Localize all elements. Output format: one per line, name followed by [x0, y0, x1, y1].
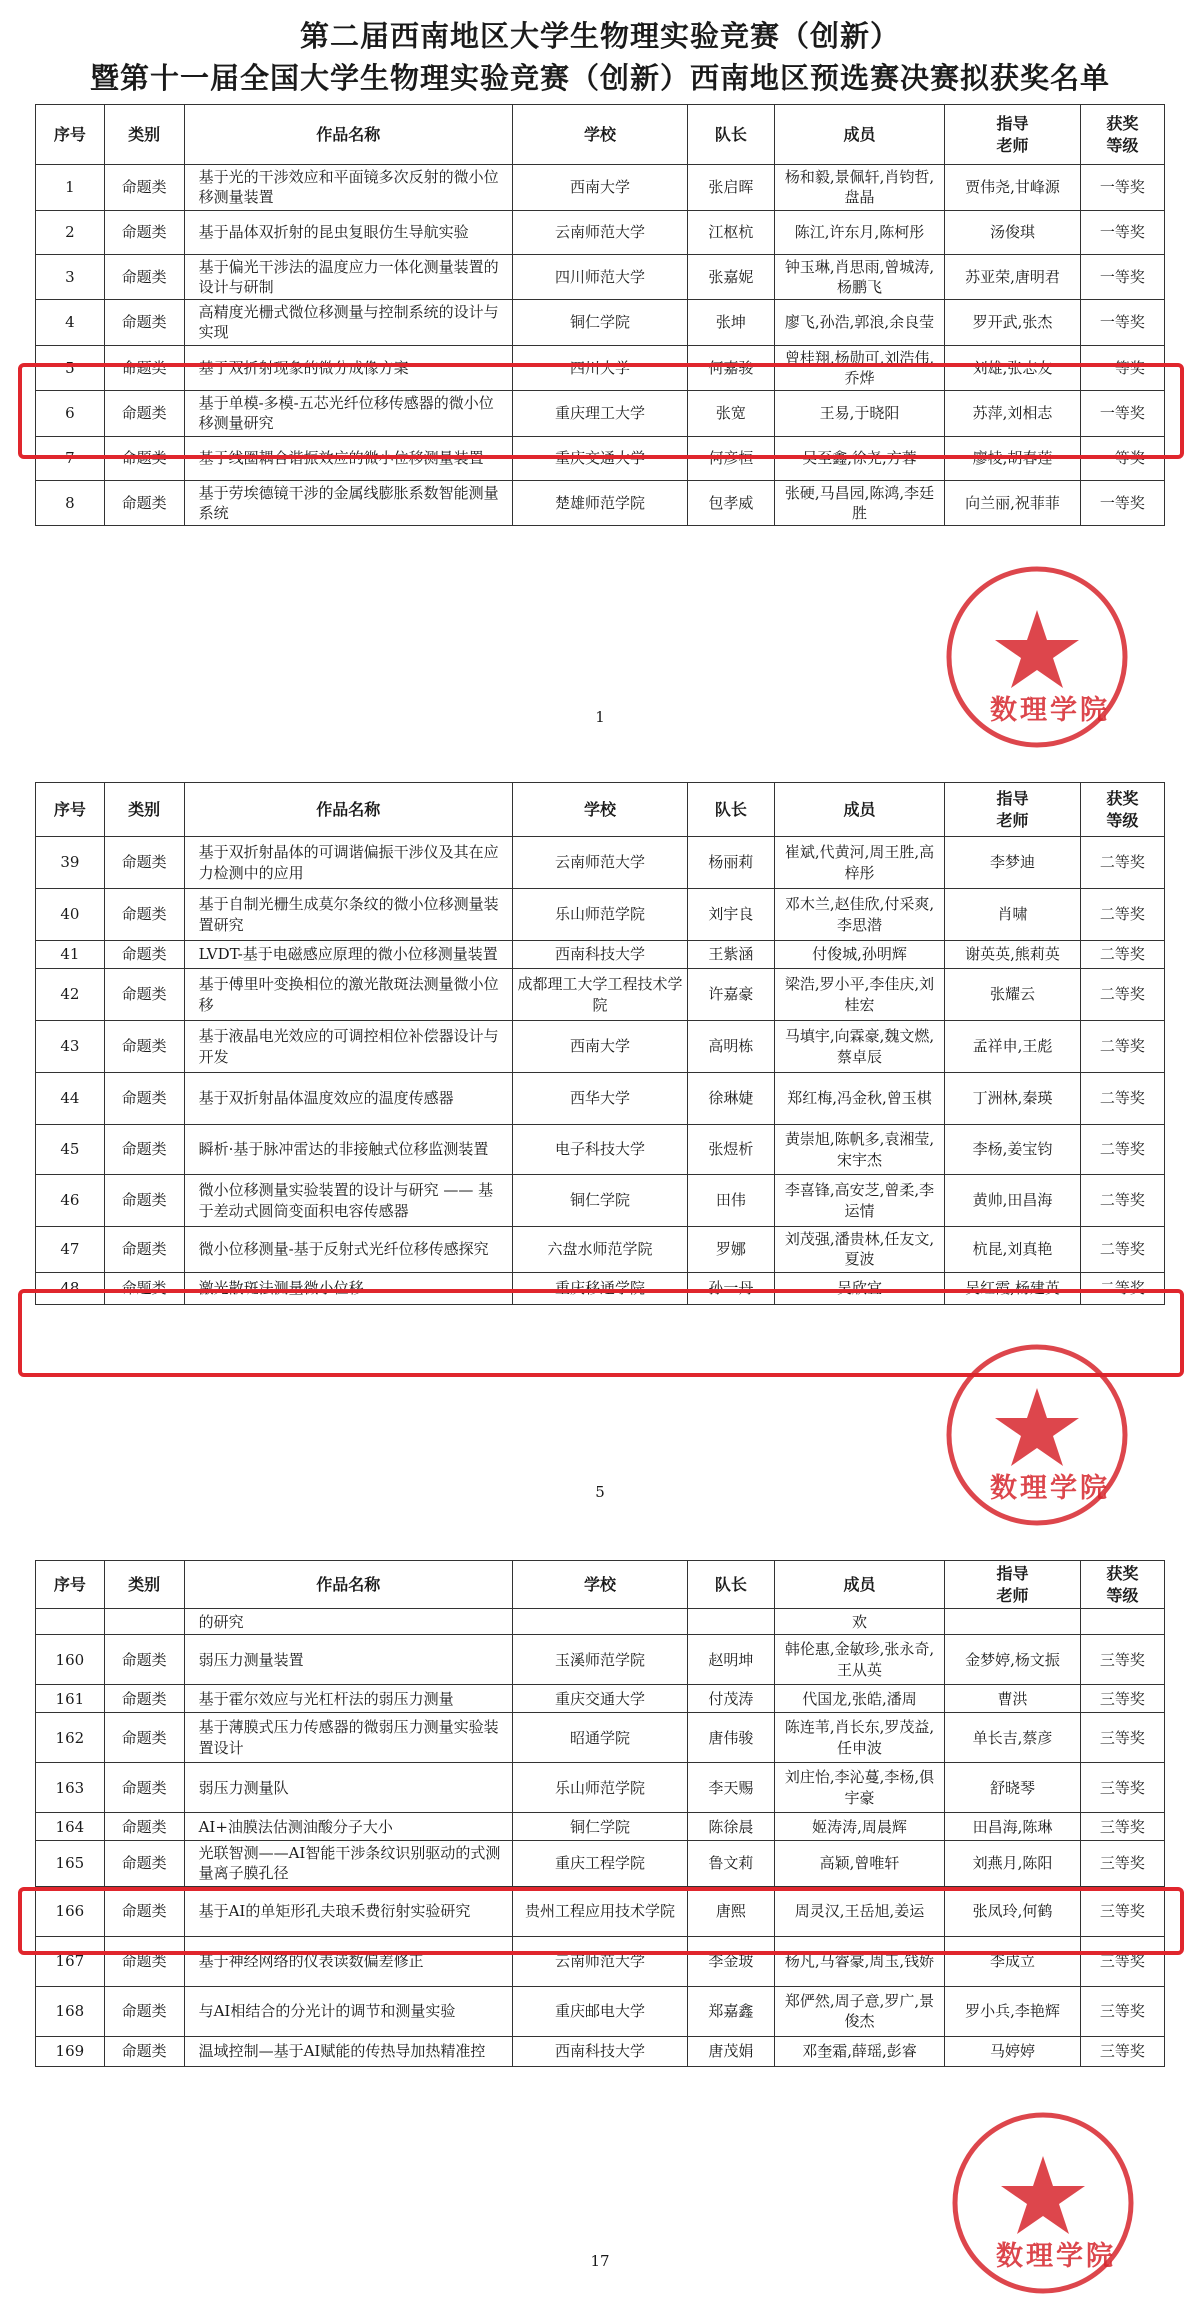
- cell-cat: 命题类: [104, 254, 184, 300]
- cell-members: 邓木兰,赵佳欣,付采爽,李思潜: [774, 889, 945, 941]
- cell-no: 48: [36, 1272, 105, 1304]
- cell-cat: [104, 1609, 184, 1635]
- cell-no: [36, 1609, 105, 1635]
- cell-advisor: 孟祥申,王彪: [945, 1021, 1080, 1073]
- cell-award: 二等奖: [1080, 941, 1164, 969]
- cell-no: 8: [36, 480, 105, 526]
- cell-members: 付俊城,孙明辉: [774, 941, 945, 969]
- cell-award: 一等奖: [1080, 345, 1164, 391]
- cell-captain: 包孝威: [688, 480, 775, 526]
- cell-award: 三等奖: [1080, 1841, 1164, 1887]
- cell-school: 重庆交通大学: [512, 436, 687, 480]
- cell-captain: 刘宇良: [688, 889, 775, 941]
- cell-cat: 命题类: [104, 941, 184, 969]
- table-row: [36, 1763, 1165, 1813]
- cell-award: [1080, 1609, 1164, 1635]
- cell-award: 三等奖: [1080, 1763, 1164, 1813]
- cell-name: 基于单模-多模-五芯光纤位移传感器的微小位移测量研究: [184, 391, 512, 437]
- cell-cat: 命题类: [104, 1021, 184, 1073]
- cell-advisor: 廖棱,胡春莲: [945, 436, 1080, 480]
- cell-award: 二等奖: [1080, 837, 1164, 889]
- cell-cat: 命题类: [104, 1272, 184, 1304]
- cell-name: LVDT-基于电磁感应原理的微小位移测量装置: [184, 941, 512, 969]
- table-row: [36, 837, 1165, 889]
- cell-name: 光联智测——AI智能干涉条纹识别驱动的式测量离子膜孔径: [184, 1841, 512, 1887]
- cell-school: 铜仁学院: [512, 1813, 687, 1841]
- cell-school: 乐山师范学院: [512, 1763, 687, 1813]
- column-header: 作品名称: [184, 783, 512, 837]
- cell-no: 5: [36, 345, 105, 391]
- cell-school: 四川大学: [512, 345, 687, 391]
- cell-name: 基于傅里叶变换相位的激光散斑法测量微小位移: [184, 969, 512, 1021]
- column-header: 成员: [774, 783, 945, 837]
- cell-name: 基于液晶电光效应的可调控相位补偿器设计与开发: [184, 1021, 512, 1073]
- official-seal: 数理学院: [948, 2108, 1138, 2298]
- cell-members: 李喜锋,高安芝,曾柔,李运情: [774, 1175, 945, 1227]
- cell-school: 西南科技大学: [512, 2036, 687, 2066]
- cell-members: 韩伦惠,金敏珍,张永奇,王从英: [774, 1635, 945, 1685]
- cell-no: 166: [36, 1886, 105, 1936]
- cell-award: 二等奖: [1080, 1175, 1164, 1227]
- cell-name: 基于光的干涉效应和平面镜多次反射的微小位移测量装置: [184, 165, 512, 211]
- cell-cat: 命题类: [104, 1936, 184, 1986]
- column-header: 队长: [688, 105, 775, 165]
- cell-advisor: 苏亚荣,唐明君: [945, 254, 1080, 300]
- cell-advisor: 吴红霞,杨建英: [945, 1272, 1080, 1304]
- cell-members: 王易,于晓阳: [774, 391, 945, 437]
- cell-cat: 命题类: [104, 300, 184, 346]
- cell-members: 陈江,许东月,陈柯彤: [774, 210, 945, 254]
- cell-captain: 许嘉豪: [688, 969, 775, 1021]
- column-header: 类别: [104, 783, 184, 837]
- award-table-page-17: [35, 1560, 1165, 2067]
- award-table-page-1: [35, 104, 1165, 526]
- cell-school: 六盘水师范学院: [512, 1227, 687, 1273]
- table-row: [36, 1813, 1165, 1841]
- table-row: [36, 1609, 1165, 1635]
- cell-advisor: 马婷婷: [945, 2036, 1080, 2066]
- cell-advisor: 罗小兵,李艳辉: [945, 1986, 1080, 2036]
- cell-no: 164: [36, 1813, 105, 1841]
- cell-advisor: 苏萍,刘相志: [945, 391, 1080, 437]
- table-header-row: [36, 783, 1165, 837]
- cell-name: 的研究: [184, 1609, 512, 1635]
- cell-award: 一等奖: [1080, 300, 1164, 346]
- cell-members: 张硬,马昌园,陈鸿,李廷胜: [774, 480, 945, 526]
- cell-advisor: 丁洲林,秦瑛: [945, 1073, 1080, 1125]
- cell-captain: 鲁文莉: [688, 1841, 775, 1887]
- cell-cat: 命题类: [104, 1841, 184, 1887]
- cell-name: 微小位移测量-基于反射式光纤位移传感探究: [184, 1227, 512, 1273]
- column-header: 学校: [512, 105, 687, 165]
- cell-school: 重庆邮电大学: [512, 1986, 687, 2036]
- table-row: [36, 969, 1165, 1021]
- column-header: 获奖 等级: [1080, 783, 1164, 837]
- cell-advisor: 曹洪: [945, 1685, 1080, 1713]
- cell-cat: 命题类: [104, 969, 184, 1021]
- cell-cat: 命题类: [104, 1763, 184, 1813]
- cell-award: 三等奖: [1080, 1713, 1164, 1763]
- table-row: [36, 165, 1165, 211]
- cell-advisor: 黄帅,田昌海: [945, 1175, 1080, 1227]
- cell-no: 167: [36, 1936, 105, 1986]
- cell-school: 贵州工程应用技术学院: [512, 1886, 687, 1936]
- cell-school: 铜仁学院: [512, 300, 687, 346]
- cell-no: 4: [36, 300, 105, 346]
- table-row: [36, 1073, 1165, 1125]
- cell-no: 169: [36, 2036, 105, 2066]
- cell-no: 47: [36, 1227, 105, 1273]
- cell-name: 弱压力测量装置: [184, 1635, 512, 1685]
- cell-advisor: 李梦迪: [945, 837, 1080, 889]
- cell-members: 黄崇旭,陈帆多,袁湘莹,宋宇杰: [774, 1125, 945, 1175]
- table-row: [36, 1021, 1165, 1073]
- cell-cat: 命题类: [104, 391, 184, 437]
- cell-captain: 李天赐: [688, 1763, 775, 1813]
- cell-school: 四川师范大学: [512, 254, 687, 300]
- cell-cat: 命题类: [104, 210, 184, 254]
- table-header-row: [36, 105, 1165, 165]
- cell-no: 46: [36, 1175, 105, 1227]
- cell-advisor: 杭昆,刘真艳: [945, 1227, 1080, 1273]
- cell-award: 一等奖: [1080, 480, 1164, 526]
- cell-name: 基于霍尔效应与光杠杆法的弱压力测量: [184, 1685, 512, 1713]
- cell-name: 基于薄膜式压力传感器的微弱压力测量实验装置设计: [184, 1713, 512, 1763]
- cell-members: 杨凡,马睿豪,周玉,钱娇: [774, 1936, 945, 1986]
- cell-captain: 何嘉骏: [688, 345, 775, 391]
- cell-members: 曾桂翔,杨勋可,刘浩伟,乔烨: [774, 345, 945, 391]
- cell-school: 云南师范大学: [512, 1936, 687, 1986]
- cell-no: 163: [36, 1763, 105, 1813]
- column-header: 指导 老师: [945, 1561, 1080, 1609]
- cell-advisor: 张凤玲,何鹤: [945, 1886, 1080, 1936]
- cell-advisor: 李成立: [945, 1936, 1080, 1986]
- cell-award: 一等奖: [1080, 254, 1164, 300]
- official-seal: 数理学院: [942, 1340, 1132, 1530]
- cell-advisor: 刘燕月,陈阳: [945, 1841, 1080, 1887]
- cell-school: 重庆工程学院: [512, 1841, 687, 1887]
- cell-no: 45: [36, 1125, 105, 1175]
- cell-school: 楚雄师范学院: [512, 480, 687, 526]
- cell-cat: 命题类: [104, 345, 184, 391]
- cell-advisor: 刘雄,张志友: [945, 345, 1080, 391]
- cell-captain: 张煜析: [688, 1125, 775, 1175]
- cell-school: 重庆移通学院: [512, 1272, 687, 1304]
- cell-school: 重庆交通大学: [512, 1685, 687, 1713]
- cell-award: 三等奖: [1080, 2036, 1164, 2066]
- cell-advisor: 单长吉,蔡彦: [945, 1713, 1080, 1763]
- table-row: [36, 1685, 1165, 1713]
- cell-no: 168: [36, 1986, 105, 2036]
- highlight-box-row-164: [18, 1887, 1184, 1955]
- cell-award: 三等奖: [1080, 1813, 1164, 1841]
- cell-cat: 命题类: [104, 480, 184, 526]
- cell-cat: 命题类: [104, 1227, 184, 1273]
- column-header: 作品名称: [184, 105, 512, 165]
- cell-no: 44: [36, 1073, 105, 1125]
- cell-school: 玉溪师范学院: [512, 1635, 687, 1685]
- cell-no: 3: [36, 254, 105, 300]
- table-row: [36, 1713, 1165, 1763]
- cell-school: 昭通学院: [512, 1713, 687, 1763]
- cell-no: 43: [36, 1021, 105, 1073]
- cell-advisor: 舒晓琴: [945, 1763, 1080, 1813]
- award-table-page-5: [35, 782, 1165, 1305]
- cell-name: AI+油膜法估测油酸分子大小: [184, 1813, 512, 1841]
- cell-members: 郑红梅,冯金秋,曾玉棋: [774, 1073, 945, 1125]
- cell-cat: 命题类: [104, 436, 184, 480]
- cell-award: 二等奖: [1080, 1021, 1164, 1073]
- cell-members: 代国龙,张皓,潘周: [774, 1685, 945, 1713]
- cell-no: 161: [36, 1685, 105, 1713]
- cell-members: 姬涛涛,周晨辉: [774, 1813, 945, 1841]
- cell-members: 梁浩,罗小平,李佳庆,刘桂宏: [774, 969, 945, 1021]
- cell-school: 西南科技大学: [512, 941, 687, 969]
- cell-captain: 张嘉妮: [688, 254, 775, 300]
- column-header: 指导 老师: [945, 783, 1080, 837]
- highlight-box-row-46: [18, 1289, 1184, 1377]
- table-row: [36, 2036, 1165, 2066]
- column-header: 指导 老师: [945, 105, 1080, 165]
- cell-award: 三等奖: [1080, 1635, 1164, 1685]
- page-number: 1: [595, 708, 605, 726]
- cell-school: 乐山师范学院: [512, 889, 687, 941]
- cell-award: 一等奖: [1080, 391, 1164, 437]
- cell-captain: 江枢杭: [688, 210, 775, 254]
- table-row: [36, 1227, 1165, 1273]
- table-row: [36, 1635, 1165, 1685]
- cell-captain: 陈徐晨: [688, 1813, 775, 1841]
- cell-members: 崔斌,代黄河,周王胜,高梓彤: [774, 837, 945, 889]
- cell-members: 郑俨然,周子意,罗广,景俊杰: [774, 1986, 945, 2036]
- cell-school: 云南师范大学: [512, 837, 687, 889]
- cell-no: 160: [36, 1635, 105, 1685]
- column-header: 类别: [104, 1561, 184, 1609]
- table-header-row: [36, 1561, 1165, 1609]
- cell-name: 基于神经网络的仪表读数偏差修正: [184, 1936, 512, 1986]
- cell-school: 重庆理工大学: [512, 391, 687, 437]
- cell-captain: 罗娜: [688, 1227, 775, 1273]
- cell-cat: 命题类: [104, 1813, 184, 1841]
- cell-name: 基于AI的单矩形孔夫琅禾费衍射实验研究: [184, 1886, 512, 1936]
- cell-captain: 张启晖: [688, 165, 775, 211]
- cell-advisor: 肖啸: [945, 889, 1080, 941]
- cell-members: 吴欣宜: [774, 1272, 945, 1304]
- cell-cat: 命题类: [104, 2036, 184, 2066]
- cell-captain: 张坤: [688, 300, 775, 346]
- cell-captain: 唐熙: [688, 1886, 775, 1936]
- column-header: 类别: [104, 105, 184, 165]
- cell-advisor: 李杨,姜宝钧: [945, 1125, 1080, 1175]
- cell-name: 基于劳埃德镜干涉的金属线膨胀系数智能测量系统: [184, 480, 512, 526]
- cell-captain: 孙一丹: [688, 1272, 775, 1304]
- cell-name: 激光散斑法测量微小位移: [184, 1272, 512, 1304]
- cell-captain: 何彦桓: [688, 436, 775, 480]
- column-header: 成员: [774, 105, 945, 165]
- cell-members: 周灵汉,王岳旭,姜运: [774, 1886, 945, 1936]
- cell-award: 三等奖: [1080, 1936, 1164, 1986]
- cell-captain: 赵明坤: [688, 1635, 775, 1685]
- column-header: 队长: [688, 783, 775, 837]
- column-header: 获奖 等级: [1080, 1561, 1164, 1609]
- column-header: 队长: [688, 1561, 775, 1609]
- cell-no: 41: [36, 941, 105, 969]
- cell-members: 欢: [774, 1609, 945, 1635]
- cell-captain: 杨丽莉: [688, 837, 775, 889]
- cell-advisor: 汤俊琪: [945, 210, 1080, 254]
- cell-no: 42: [36, 969, 105, 1021]
- page-number: 17: [590, 2252, 610, 2270]
- cell-captain: 王紫涵: [688, 941, 775, 969]
- cell-captain: 唐茂娟: [688, 2036, 775, 2066]
- cell-no: 2: [36, 210, 105, 254]
- cell-award: 三等奖: [1080, 1986, 1164, 2036]
- column-header: 序号: [36, 105, 105, 165]
- cell-cat: 命题类: [104, 1713, 184, 1763]
- page-number: 5: [595, 1483, 605, 1501]
- cell-members: 钟玉琳,肖思雨,曾城涛,杨鹏飞: [774, 254, 945, 300]
- cell-school: 成都理工大学工程技术学院: [512, 969, 687, 1021]
- cell-cat: 命题类: [104, 1175, 184, 1227]
- cell-name: 基于晶体双折射的昆虫复眼仿生导航实验: [184, 210, 512, 254]
- table-row: [36, 1125, 1165, 1175]
- document-title-line-1: 第二届西南地区大学生物理实验竞赛（创新）: [299, 19, 900, 53]
- cell-advisor: 向兰丽,祝菲菲: [945, 480, 1080, 526]
- cell-school: 西南大学: [512, 165, 687, 211]
- table-row: [36, 889, 1165, 941]
- cell-cat: 命题类: [104, 1073, 184, 1125]
- cell-captain: [688, 1609, 775, 1635]
- cell-members: 杨和毅,景佩轩,肖钧哲,盘晶: [774, 165, 945, 211]
- cell-award: 二等奖: [1080, 1272, 1164, 1304]
- cell-cat: 命题类: [104, 1886, 184, 1936]
- cell-members: 马填宇,向霖豪,魏文燃,蔡卓辰: [774, 1021, 945, 1073]
- cell-award: 二等奖: [1080, 1227, 1164, 1273]
- cell-cat: 命题类: [104, 1635, 184, 1685]
- cell-award: 一等奖: [1080, 436, 1164, 480]
- cell-advisor: 贾伟尧,甘峰源: [945, 165, 1080, 211]
- cell-cat: 命题类: [104, 837, 184, 889]
- cell-captain: 郑嘉鑫: [688, 1986, 775, 2036]
- cell-no: 162: [36, 1713, 105, 1763]
- cell-members: 高颖,曾唯轩: [774, 1841, 945, 1887]
- cell-award: 一等奖: [1080, 165, 1164, 211]
- cell-captain: 付茂涛: [688, 1685, 775, 1713]
- cell-members: 廖飞,孙浩,郭浪,余良莹: [774, 300, 945, 346]
- cell-name: 高精度光栅式微位移测量与控制系统的设计与实现: [184, 300, 512, 346]
- cell-name: 基于自制光栅生成莫尔条纹的微小位移测量装置研究: [184, 889, 512, 941]
- cell-captain: 高明栋: [688, 1021, 775, 1073]
- table-row: [36, 480, 1165, 526]
- cell-award: 二等奖: [1080, 969, 1164, 1021]
- cell-name: 基于线圈耦合谐振效应的微小位移测量装置: [184, 436, 512, 480]
- cell-name: 基于双折射现象的微分成像方案: [184, 345, 512, 391]
- cell-captain: 李金玻: [688, 1936, 775, 1986]
- table-row: [36, 254, 1165, 300]
- cell-award: 二等奖: [1080, 1125, 1164, 1175]
- table-row: [36, 1841, 1165, 1887]
- cell-cat: 命题类: [104, 1125, 184, 1175]
- cell-school: 云南师范大学: [512, 210, 687, 254]
- cell-no: 40: [36, 889, 105, 941]
- table-row: [36, 1175, 1165, 1227]
- cell-school: [512, 1609, 687, 1635]
- document-title-line-2: 暨第十一届全国大学生物理实验竞赛（创新）西南地区预选赛决赛拟获奖名单: [89, 61, 1110, 95]
- cell-name: 基于双折射晶体的可调谐偏振干涉仪及其在应力检测中的应用: [184, 837, 512, 889]
- cell-name: 温域控制—基于AI赋能的传热导加热精准控: [184, 2036, 512, 2066]
- cell-members: 陈连苇,肖长东,罗茂益,任申波: [774, 1713, 945, 1763]
- cell-award: 三等奖: [1080, 1685, 1164, 1713]
- cell-no: 165: [36, 1841, 105, 1887]
- cell-members: 邓奎霜,薛瑶,彭睿: [774, 2036, 945, 2066]
- column-header: 序号: [36, 783, 105, 837]
- column-header: 学校: [512, 783, 687, 837]
- table-row: [36, 941, 1165, 969]
- cell-name: 弱压力测量队: [184, 1763, 512, 1813]
- cell-award: 二等奖: [1080, 1073, 1164, 1125]
- cell-school: 西华大学: [512, 1073, 687, 1125]
- cell-school: 铜仁学院: [512, 1175, 687, 1227]
- cell-cat: 命题类: [104, 1685, 184, 1713]
- table-row: [36, 300, 1165, 346]
- cell-advisor: 罗开武,张杰: [945, 300, 1080, 346]
- highlight-box-row-4: [18, 363, 1184, 459]
- cell-name: 基于双折射晶体温度效应的温度传感器: [184, 1073, 512, 1125]
- column-header: 学校: [512, 1561, 687, 1609]
- cell-advisor: [945, 1609, 1080, 1635]
- cell-advisor: 金梦婷,杨文振: [945, 1635, 1080, 1685]
- cell-name: 瞬析·基于脉冲雷达的非接触式位移监测装置: [184, 1125, 512, 1175]
- column-header: 序号: [36, 1561, 105, 1609]
- cell-members: 刘庄怡,李沁蔓,李杨,俱宇豪: [774, 1763, 945, 1813]
- table-row: [36, 210, 1165, 254]
- cell-school: 西南大学: [512, 1021, 687, 1073]
- official-seal: 数理学院: [942, 562, 1132, 752]
- cell-award: 二等奖: [1080, 889, 1164, 941]
- column-header: 获奖 等级: [1080, 105, 1164, 165]
- cell-advisor: 田昌海,陈琳: [945, 1813, 1080, 1841]
- cell-school: 电子科技大学: [512, 1125, 687, 1175]
- cell-award: 一等奖: [1080, 210, 1164, 254]
- cell-cat: 命题类: [104, 1986, 184, 2036]
- cell-no: 6: [36, 391, 105, 437]
- cell-no: 7: [36, 436, 105, 480]
- cell-members: 吴至鑫,徐尧,方蓉: [774, 436, 945, 480]
- column-header: 成员: [774, 1561, 945, 1609]
- cell-captain: 徐琳婕: [688, 1073, 775, 1125]
- cell-name: 微小位移测量实验装置的设计与研究 —— 基于差动式圆筒变面积电容传感器: [184, 1175, 512, 1227]
- cell-captain: 田伟: [688, 1175, 775, 1227]
- cell-name: 基于偏光干涉法的温度应力一体化测量装置的设计与研制: [184, 254, 512, 300]
- table-row: [36, 1986, 1165, 2036]
- cell-advisor: 谢英英,熊莉英: [945, 941, 1080, 969]
- cell-cat: 命题类: [104, 889, 184, 941]
- cell-captain: 张宽: [688, 391, 775, 437]
- cell-award: 三等奖: [1080, 1886, 1164, 1936]
- cell-advisor: 张耀云: [945, 969, 1080, 1021]
- cell-cat: 命题类: [104, 165, 184, 211]
- cell-captain: 唐伟骏: [688, 1713, 775, 1763]
- cell-members: 刘茂强,潘贵林,任友文,夏波: [774, 1227, 945, 1273]
- cell-name: 与AI相结合的分光计的调节和测量实验: [184, 1986, 512, 2036]
- cell-no: 1: [36, 165, 105, 211]
- cell-no: 39: [36, 837, 105, 889]
- column-header: 作品名称: [184, 1561, 512, 1609]
